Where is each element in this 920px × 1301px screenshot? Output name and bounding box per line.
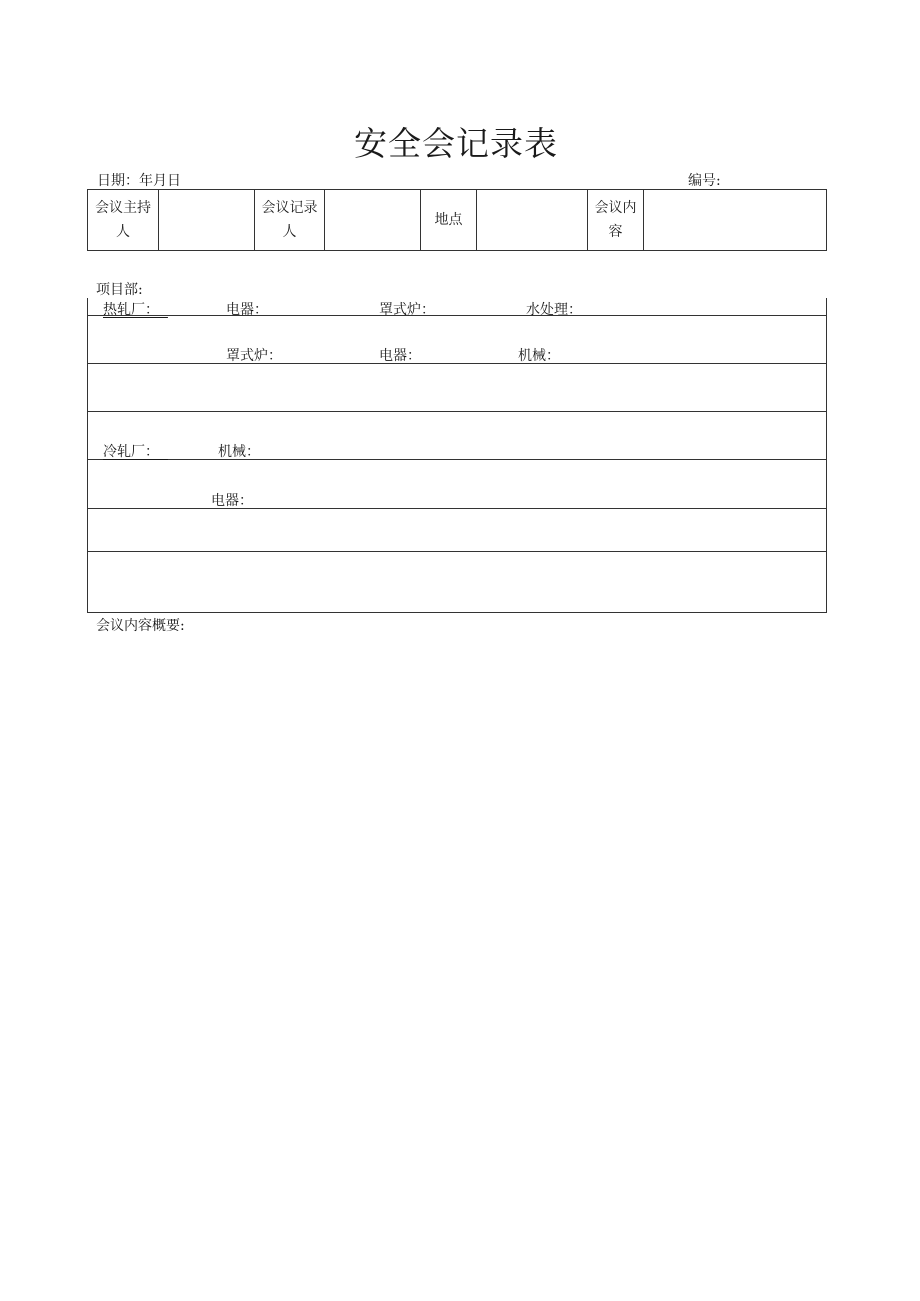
number-label: 编号:: [688, 173, 721, 189]
host-label-cell: [88, 190, 159, 251]
page-title: 安全会记录表: [354, 124, 558, 163]
hot-rolling-electrical-label: 电器：: [226, 302, 268, 318]
row-divider: [87, 411, 826, 412]
location-label: 地点: [434, 212, 463, 228]
host-label: 会议主持人: [95, 200, 151, 240]
row-divider: [87, 363, 826, 364]
row-divider: [87, 315, 826, 316]
hot-rolling-hood-furnace-label: 罩式炉：: [379, 302, 435, 318]
project-label: 项目部:: [96, 282, 143, 298]
recorder-label-cell: [255, 190, 325, 251]
content-label-cell: [588, 190, 644, 251]
content-label: 会议内容: [594, 200, 637, 240]
project-box: [87, 298, 827, 613]
location-value-cell[interactable]: [477, 190, 588, 251]
row-divider: [87, 551, 826, 552]
summary-label: 会议内容概要:: [96, 618, 185, 634]
date-label: 日期：年月日: [97, 173, 181, 189]
recorder-label: 会议记录人: [261, 200, 318, 240]
location-label-cell: [421, 190, 477, 251]
content-value-cell[interactable]: [644, 190, 827, 251]
row-divider: [87, 508, 826, 509]
recorder-value-cell[interactable]: [325, 190, 421, 251]
hot-rolling-label: 热轧厂：: [103, 302, 159, 318]
cold-rolling-label: 冷轧厂：: [103, 444, 159, 460]
meeting-info-table: [87, 189, 827, 251]
cold-rolling-electrical-label: 电器：: [211, 493, 253, 509]
electrical-label: 电器：: [379, 348, 421, 364]
mechanical-label: 机械：: [518, 348, 560, 364]
row-divider: [87, 459, 826, 460]
host-value-cell[interactable]: [159, 190, 255, 251]
hood-furnace-label: 罩式炉：: [226, 348, 282, 364]
cold-rolling-mechanical-label: 机械：: [218, 444, 260, 460]
hot-rolling-water-treatment-label: 水处理：: [526, 302, 582, 318]
